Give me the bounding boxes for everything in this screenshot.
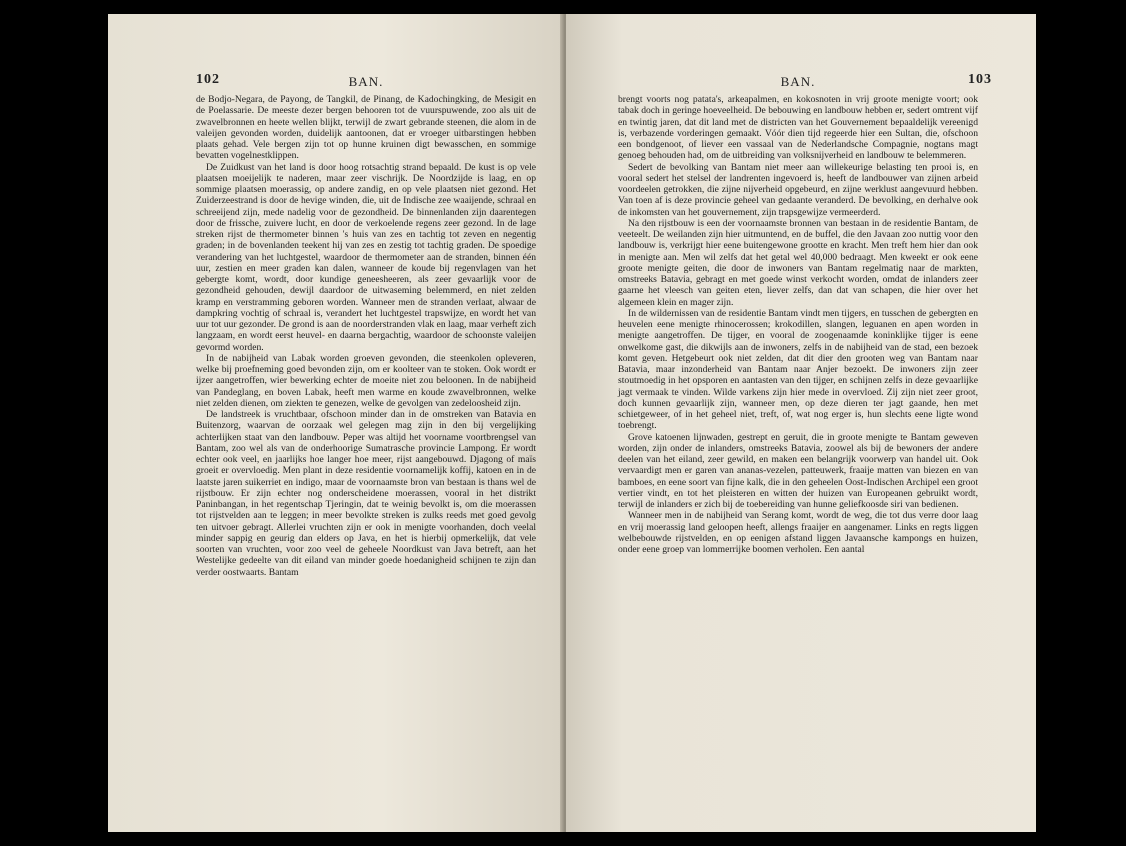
right-page-header xyxy=(618,72,992,94)
paragraph: In de wildernissen van de residentie Bantam vindt men tijgers, en tusschen de gebergten en heuvelen eene menigte rhinocerossen; krokodillen, slangen, leguanen en apen worden in menigte aangetroffen. De tijger, en vooral de zoogenaamde koninklijke tijger is eene onwelkome gast, die dikwijls aan de inwoners, zelfs in de nabijheid van de stad, een bezoek komt geven. Hetgebeurt ook niet zelden, dat dit dier den grooten weg van Bantam naar Batavia, maar inzonderheid van Bantam naar Anjer bezoekt. De inwoners zijn zeer stoutmoedig in het opsporen en aantasten van den tijger, en schijnen zelfs in deze gevaarlijke jagt vermaak te vinden. Wilde varkens zijn hier mede in overvloed. Zij zijn niet zeer groot, doch kunnen gevaarlijk zijn, wanneer men, op deze dieren ter jagt gaande, hen met schietgeweer, of in het geheel niet, treft, of, wat nog erger is, hun slechts eene ligte wond toebrengt. xyxy=(618,307,978,432)
running-head: BAN. xyxy=(348,74,384,89)
book-spread xyxy=(108,14,1028,832)
paragraph: Grove katoenen lijnwaden, gestrept en geruit, die in groote menigte te Bantam geweven worden, zijn onder de inlanders, omstreeks Batavia, zoowel als bij de bewoners der andere deelen van het eiland, zeer gewild, en maken een belangrijk voorwerp van handel uit. Ook vervaardigt men er garen van ananas-vezelen, patteuwerk, fraaije matten van biezen en van bamboes, en eene soort van fijne kalk, die in den geheelen Oost-Indischen Archipel een groot vertier vindt, en tot het pleisteren en witten der huizen van Europeanen gebruikt wordt, terwijl de inlanders er zich bij de toebereiding van hunne geliefkoosde siri van bedienen. xyxy=(618,431,978,510)
page-number: 102 xyxy=(196,72,220,87)
paragraph: Na den rijstbouw is een der voornaamste bronnen van bestaan in de residentie Bantam, de veeteelt. De weilanden zijn hier uitmuntend, en de buffel, die den Javaan zoo nuttig voor den landbouw is, verkrijgt hier eene buitengewone grootte en kracht. Men treft hem hier dan ook in menigte aan. Men wil zelfs dat het getal wel 40,000 bedraagt. Men kweekt er ook eene groote menigte geiten, die door de inwoners van Bantam regelmatig naar de markten, omstreeks Batavia, gebragt en met goede winst verkocht worden, omdat de inlanders zeer gaarne het vleesch van geiten eten, liever zelfs, dan dat van schapen, die hier over het algemeen klein en mager zijn. xyxy=(618,217,978,308)
paragraph: De landstreek is vruchtbaar, ofschoon minder dan in de omstreken van Batavia en Buitenzorg, waarvan de oorzaak wel gelegen mag zijn in den bij vergelijking achterlijken staat van den landbouw. Peper was altijd het voorname voortbrengsel van Bantam, zoo wel als van de onderhoorige Sumatrasche provincie Lampong. Er wordt echter ook veel, en jaarlijks hoe langer hoe meer, rijst aangebouwd. Djagong of maïs groeit er overvloedig. Men plant in deze residentie voornamelijk koffij, katoen en in de laatste jaren suikerriet en indigo, maar de voornaamste bron van bestaan is thans wel de rijstbouw. Er zijn echter nog onderscheidene moerassen, vooral in het distrikt Paninbangan, in het regentschap Tjeringin, dat te weinig bevolkt is, om die moerassen tot rijstvelden aan te leggen; in meer bevolkte streken is zulks reeds met goed gevolg ten uitvoer gebragt. Allerlei vruchten zijn er ook in menigte voorhanden, doch veelal minder sappig en geurig dan elders op Java, en het is hierbij opmerkelijk, dat vele soorten van vruchten, voor zoo veel de geheele Noordkust van Java betreft, aan het Westelijke gedeelte van dit eiland van minder goede hoedanigheid schijnen te zijn dan verder oostwaarts. Bantam xyxy=(196,409,536,578)
paragraph: brengt voorts nog patata's, arkeapalmen, en kokosnoten in vrij groote menigte voort; ook tabak doch in geringe hoeveelheid. De bebouwing en landbouw hebben er, sedert omtrent vijf en twintig jaren, dat dit land met de districten van het Gouvernement bepaaldelijk vereenigd is, verbazende vorderingen gemaakt. Vóór dien tijd regeerde hier een Sultan, die, ofschoon een bondgenoot, of liever een vassaal van de Nederlandsche Compagnie, nogtans magt genoeg behouden had, om de uitbreiding van volksnijverheid en landbouw te belemmeren. xyxy=(618,94,978,162)
paragraph: In de nabijheid van Labak worden groeven gevonden, die steenkolen opleveren, welke bij proefneming goed bevonden zijn, om er koolteer van te stoken. Ook wordt er ijzer aangetroffen, wier bewerking echter de moeite niet zou beloonen. In de nabijheid van Pandeglang, en boven Labak, heeft men warme en koude zwavelbronnen, welke niet zelden dienen, om ziekten te genezen, welke de gevolgen van zedeloosheid zijn. xyxy=(196,352,536,409)
left-page xyxy=(108,14,564,832)
right-page xyxy=(566,14,1036,832)
left-page-text xyxy=(196,94,536,578)
running-head: BAN. xyxy=(780,74,816,89)
left-page-header xyxy=(196,72,536,94)
paragraph: de Bodjo-Negara, de Payong, de Tangkil, de Pinang, de Kadochingking, de Mesigit en de Poelassarie. De meeste dezer bergen behooren tot de vuurspuwende, zoo als uit de zwavelbronnen en heete wellen blijkt, terwijl de zwart gebrande steenen, die alom in de valeijen gevonden worden, duidelijk aantoonen, dat er vroeger uitbarstingen hebben plaats gehad. Vele bergen zijn tot op hunne kruinen digt bewasschen, en sommige bevatten vogelnestklippen. xyxy=(196,94,536,162)
right-page-text xyxy=(618,94,978,555)
paragraph: De Zuidkust van het land is door hoog rotsachtig strand bepaald. De kust is op vele plaatsen moeijelijk te naderen, maar zeer vischrijk. De Noordzijde is laag, en op sommige plaatsen moerassig, op andere zandig, en op vele plaatsen niet gezond. Het Zuiderzeestrand is door de hevige winden, die, uit de Indische zee waaijende, schraal en schreeijend zijn, mede nadelig voor de gezondheid. De binnenlanden zijn daarentegen door de frissche, zuivere lucht, en door de verkoelende regens zeer gezond. In de lage streken rijst de thermometer binnen 's huis van zes en tachtig tot zeven en negentig graden; in de bovenlanden teekent hij van zes en zestig tot tachtig graden. De spoedige verandering van het luchtgestel, waardoor de thermometer aan de stranden, binnen één uur, zestien en meer graden kan dalen, wanneer de koude bij regenvlagen van het gebergte komt, wordt, door kundige geneesheeren, als zeer gevaarlijk voor de gezondheid gehouden, dewijl daardoor de uitwaseming belemmerd, en niet zelden kramp en verstramming geboren worden. Wanneer men de stranden verlaat, alwaar de dampkring vochtig of schraal is, verandert het luchtgestel trapswijze, en wordt het van uur tot uur gezonder. De grond is aan de noorderstranden vlak en laag, maar verheft zich langzaam, en wordt eerst heuvel- en daarna bergachtig, waardoor de schoonste valeijen gevormd worden. xyxy=(196,161,536,353)
paragraph: Sedert de bevolking van Bantam niet meer aan willekeurige belasting ten prooi is, en vooral sedert het stelsel der landrenten ingevoerd is, heeft de landbouwer van zijnen arbeid voordeelen getrokken, die zijne nijverheid opgebeurd, en zijne werklust aangevuurd hebben. Van toen af is deze provincie geheel van gedaante veranderd. De bevolking, en derhalve ook de inkomsten van het gouvernement, zijn trapsgewijze vermeerderd. xyxy=(618,161,978,218)
paragraph: Wanneer men in de nabijheid van Serang komt, wordt de weg, die tot dus verre door laag en vrij moerassig land geloopen heeft, allengs fraaijer en aangenamer. Links en regts liggen welbebouwde rijstvelden, en op eenigen afstand liggen Javaansche kampongs en huizen, onder eene groep van lommerrijke boomen verholen. Een aantal xyxy=(618,510,978,555)
page-number: 103 xyxy=(968,72,992,87)
